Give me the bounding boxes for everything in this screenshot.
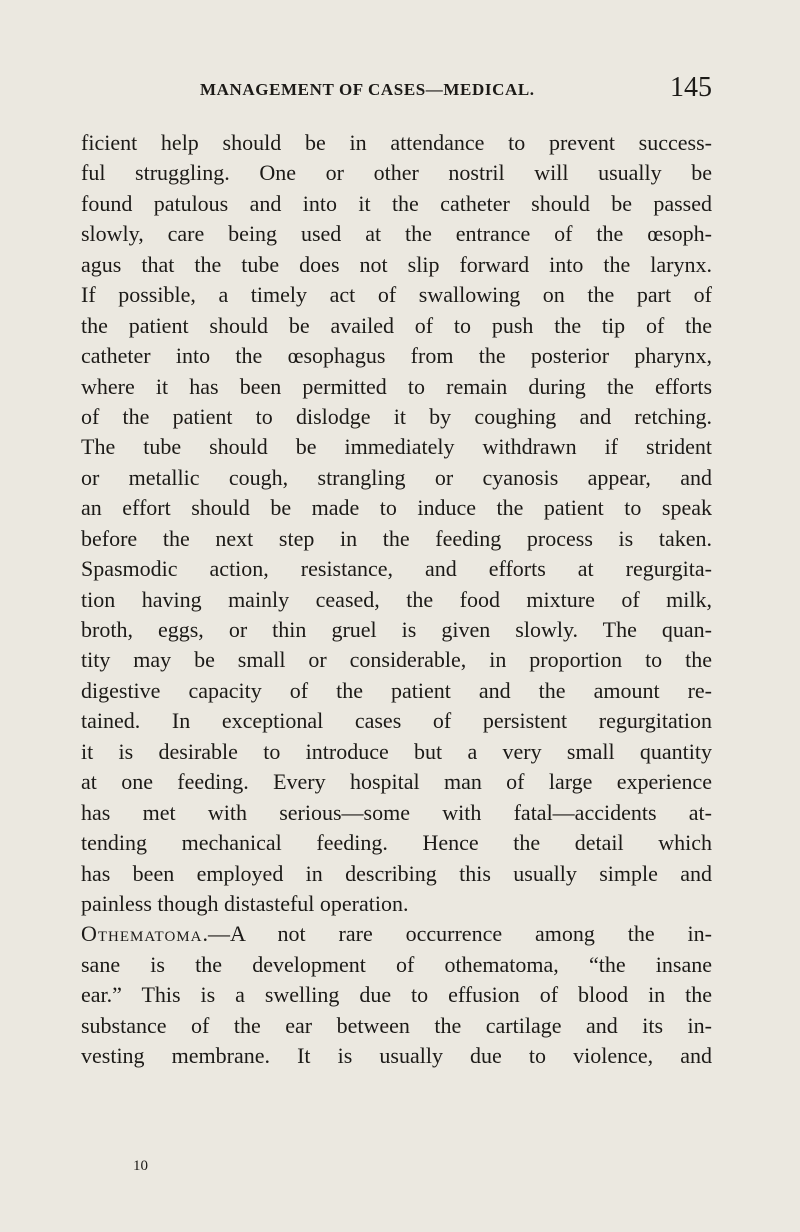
text-line: substance of the ear between the cartilage and its in-	[81, 1012, 712, 1038]
text-line: catheter into the œsophagus from the posterior pharynx,	[81, 343, 712, 369]
text-line: tity may be small or considerable, in proportion to the	[81, 647, 712, 673]
text-line: tending mechanical feeding. Hence the detail which	[81, 830, 712, 856]
text-line: painless though distasteful operation.	[81, 890, 409, 916]
text-line: an effort should be made to induce the patient to speak	[81, 495, 712, 521]
text-line: it is desirable to introduce but a very small quantity	[81, 738, 712, 764]
text-line: Spasmodic action, resistance, and efforts at regurgita-	[81, 556, 712, 582]
text-line: vesting membrane. It is usually due to violence, and	[81, 1043, 712, 1069]
section-first-line-text: .—A not rare occurrence among the in-	[202, 921, 712, 947]
text-line: ful struggling. One or other nostril will usually be	[81, 160, 712, 186]
section-first-line	[81, 919, 712, 949]
text-line: The tube should be immediately withdrawn if strident	[81, 434, 712, 460]
page-header	[200, 72, 712, 108]
text-line: sane is the development of othematoma, “the insane	[81, 951, 712, 977]
text-line: where it has been permitted to remain during the efforts	[81, 373, 712, 399]
text-line: ficient help should be in attendance to prevent success-	[81, 130, 712, 155]
signature-mark: 10	[133, 1158, 148, 1174]
text-line: If possible, a timely act of swallowing on the part of	[81, 282, 712, 308]
text-line: or metallic cough, strangling or cyanosis appear, and	[81, 464, 712, 490]
section-heading: Othematoma	[81, 921, 203, 947]
text-line: tained. In exceptional cases of persistent regurgitation	[81, 708, 712, 734]
text-line: of the patient to dislodge it by coughing and retching.	[81, 403, 712, 429]
text-line: has met with serious—some with fatal—accidents at-	[81, 799, 712, 825]
text-line: tion having mainly ceased, the food mixture of milk,	[81, 586, 712, 612]
running-head: MANAGEMENT OF CASES—MEDICAL.	[200, 80, 535, 99]
text-line: slowly, care being used at the entrance of the œsoph-	[81, 221, 712, 247]
text-line: agus that the tube does not slip forward into the larynx.	[81, 251, 712, 277]
text-line: broth, eggs, or thin gruel is given slowly. The quan-	[81, 617, 712, 642]
body-text	[81, 128, 712, 1072]
text-line: the patient should be availed of to push the tip of the	[81, 312, 712, 338]
text-line: before the next step in the feeding process is taken.	[81, 525, 712, 551]
text-line: has been employed in describing this usually simple and	[81, 860, 712, 886]
text-line: ear.” This is a swelling due to effusion of blood in the	[81, 982, 712, 1008]
text-line: found patulous and into it the catheter should be passed	[81, 190, 712, 216]
page-number: 145	[670, 72, 712, 103]
text-line: digestive capacity of the patient and the amount re-	[81, 677, 712, 703]
text-line: at one feeding. Every hospital man of large experience	[81, 769, 712, 795]
